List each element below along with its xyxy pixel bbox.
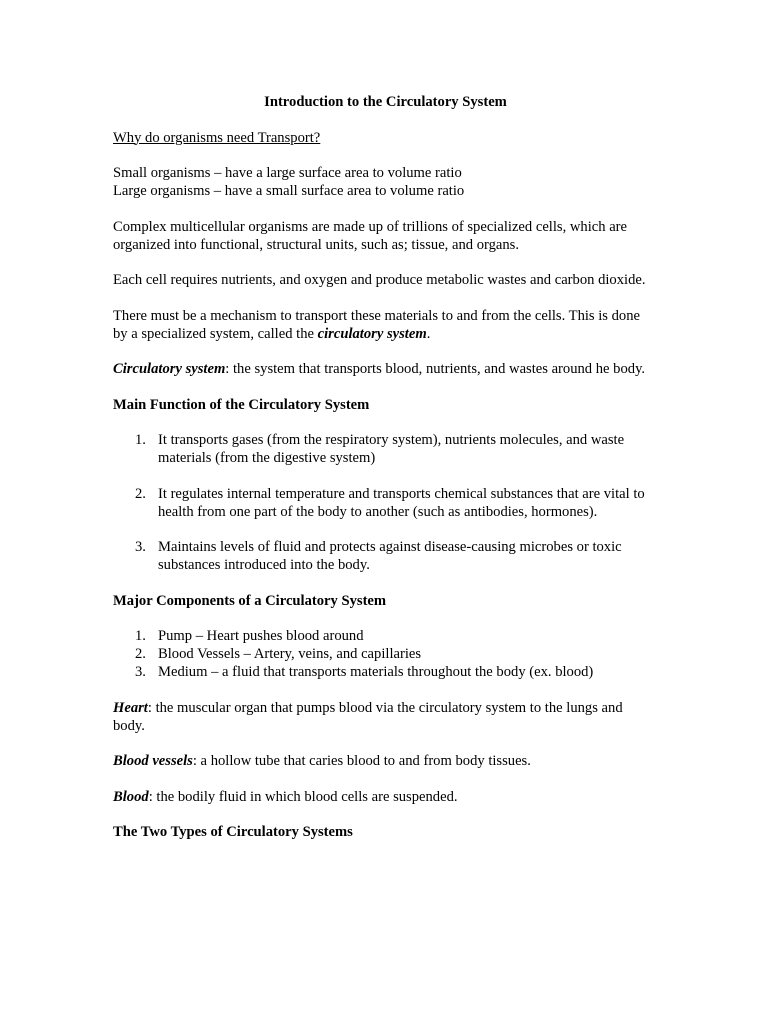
list-item-text: It transports gases (from the respiratory system), nutrients molecules, and waste materials (from the digestive system) xyxy=(158,432,625,466)
list-item-number: 3. xyxy=(135,539,146,555)
circulatory-definition xyxy=(113,360,658,378)
list-item xyxy=(113,538,658,574)
two-types-heading: The Two Types of Circulatory Systems xyxy=(113,824,353,840)
mechanism-term: circulatory system xyxy=(317,325,427,342)
circulatory-term: Circulatory system xyxy=(113,361,226,377)
list-item-text: Maintains levels of fluid and protects against disease-causing microbes or toxic substances introduced into the body. xyxy=(158,539,622,573)
mechanism-text: There must be a mechanism to transport these materials to and from the cells. This is done by a specialized system, called the xyxy=(113,307,640,342)
vessels-term: Blood vessels xyxy=(113,753,193,769)
main-function-heading: Main Function of the Circulatory System xyxy=(113,396,370,413)
list-item-number: 2. xyxy=(135,646,146,662)
blood-definition xyxy=(113,788,658,806)
list-item-number: 1. xyxy=(135,432,146,448)
components-heading: Major Components of a Circulatory System xyxy=(113,592,387,609)
list-item-number: 3. xyxy=(135,664,146,680)
list-item-text: Blood Vessels – Artery, veins, and capillaries xyxy=(158,646,422,662)
components-list xyxy=(113,627,658,681)
blood-definition-text: : the bodily fluid in which blood cells are suspended. xyxy=(148,788,458,805)
list-item xyxy=(113,627,658,645)
document-page xyxy=(113,93,658,841)
complex-paragraph: Complex multicellular organisms are made up of trillions of specialized cells, which are organized into functional, structural units, such as; tissue, and organs. xyxy=(113,218,628,253)
list-item-number: 2. xyxy=(135,485,146,502)
circulatory-definition-text: : the system that transports blood, nutrients, and wastes around he body. xyxy=(225,361,646,377)
list-item-text: Pump – Heart pushes blood around xyxy=(158,628,364,644)
vessels-definition xyxy=(113,752,658,770)
list-item-text: Medium – a fluid that transports materials throughout the body (ex. blood) xyxy=(158,664,594,680)
mechanism-paragraph xyxy=(113,307,658,343)
document-title: Introduction to the Circulatory System xyxy=(264,94,507,110)
list-item xyxy=(113,485,658,521)
list-item xyxy=(113,431,658,467)
main-function-list xyxy=(113,431,658,574)
vessels-definition-text: : a hollow tube that caries blood to and from body tissues. xyxy=(192,753,531,769)
why-heading: Why do organisms need Transport? xyxy=(113,129,321,146)
large-organisms-line: Large organisms – have a small surface area to volume ratio xyxy=(113,183,465,199)
heart-term: Heart xyxy=(113,699,148,716)
list-item-number: 1. xyxy=(135,628,146,644)
blood-term: Blood xyxy=(113,788,149,805)
list-item xyxy=(113,663,658,681)
list-item-text: It regulates internal temperature and transports chemical substances that are vital to health from one part of the body to another (such as antibodies, hormones). xyxy=(158,485,645,520)
small-organisms-line: Small organisms – have a large surface area to volume ratio xyxy=(113,165,462,181)
heart-definition xyxy=(113,699,658,735)
heart-definition-text: : the muscular organ that pumps blood via the circulatory system to the lungs and body. xyxy=(113,699,623,734)
each-cell-paragraph: Each cell requires nutrients, and oxygen and produce metabolic wastes and carbon dioxide. xyxy=(113,272,646,288)
mechanism-end: . xyxy=(426,325,431,342)
list-item xyxy=(113,645,658,663)
